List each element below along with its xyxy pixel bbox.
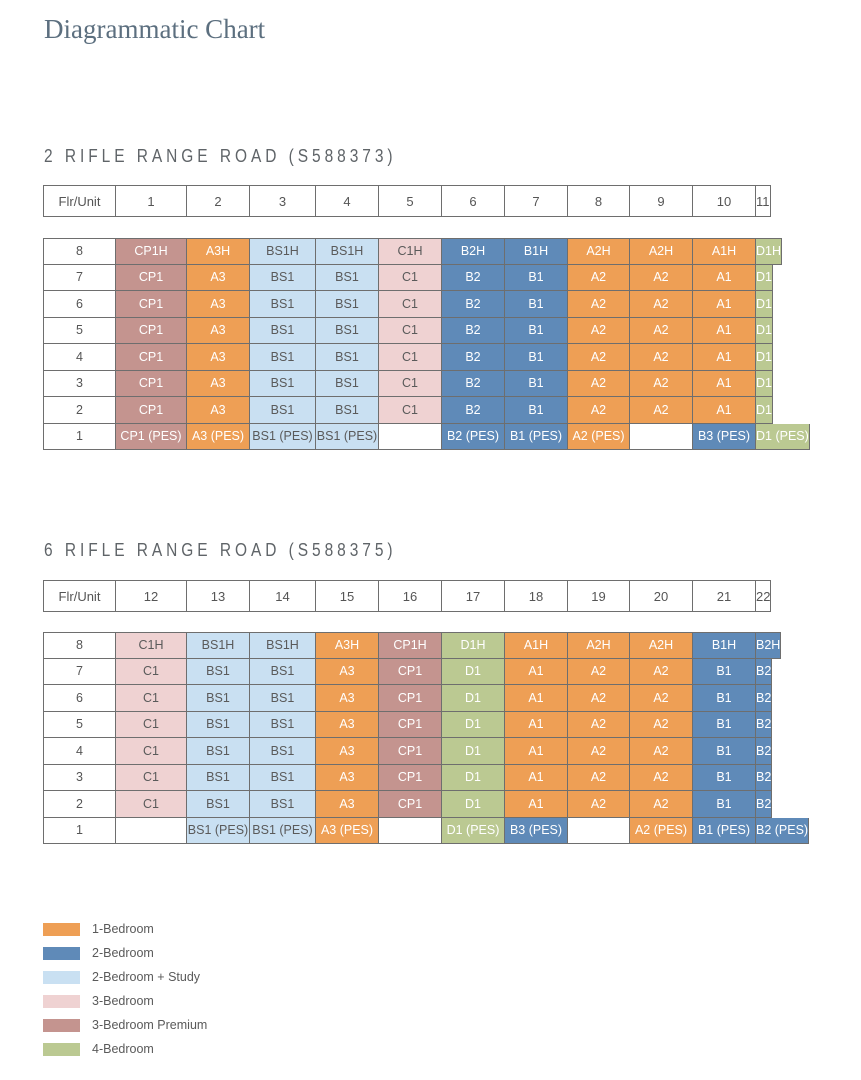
unit-type-cell: B3 (PES) [505,818,568,845]
unit-type-cell: B1 [505,371,568,398]
unit-type-cell: A3 [316,765,379,792]
unit-type-cell: BS1 [250,685,316,712]
unit-type-cell: A2 [630,659,693,686]
unit-type-cell: B1 [505,318,568,345]
floor-number-cell: 6 [43,685,116,712]
unit-type-cell: BS1 [250,659,316,686]
unit-type-cell: D1 [442,712,505,739]
legend-label: 4-Bedroom [92,1042,154,1056]
unit-type-cell: B2 [756,738,772,765]
unit-type-cell: A3 (PES) [316,818,379,845]
unit-type-cell: BS1 [250,265,316,292]
unit-number-cell: 7 [505,185,568,217]
unit-type-cell: B2 [442,371,505,398]
unit-type-cell: B2 [756,765,772,792]
floor-row [43,818,809,845]
unit-type-cell: A2 [568,659,630,686]
unit-type-cell: B1 [505,397,568,424]
unit-type-cell: C1 [379,371,442,398]
unit-type-cell: A1 [693,397,756,424]
unit-type-cell: A2 [630,265,693,292]
floor-row [43,685,809,712]
unit-type-cell: BS1 [187,659,250,686]
unit-type-cell: A1 [693,291,756,318]
unit-type-cell: BS1 [250,738,316,765]
unit-type-cell: BS1 [250,791,316,818]
empty-unit-cell [568,818,630,845]
legend-label: 2-Bedroom + Study [92,970,201,984]
unit-type-cell: A2 [630,765,693,792]
unit-type-cell: BS1 (PES) [187,818,250,845]
unit-type-cell: BS1 [316,371,379,398]
floor-number-cell: 2 [43,791,116,818]
floor-row [43,424,810,451]
floor-unit-table [43,238,810,450]
floor-row [43,659,809,686]
unit-type-cell: A1 [505,712,568,739]
unit-type-cell: BS1 [250,344,316,371]
unit-type-cell: A2 [568,712,630,739]
unit-type-cell: C1 [379,397,442,424]
unit-type-cell: C1H [116,632,187,659]
unit-type-cell: A1H [693,238,756,265]
floor-row [43,765,809,792]
unit-type-cell: CP1 [116,265,187,292]
unit-type-cell: A1 [505,659,568,686]
unit-number-cell: 11 [756,185,771,217]
unit-type-cell: B2 [442,397,505,424]
floor-row [43,712,809,739]
unit-number-cell: 22 [756,580,771,612]
legend-label: 3-Bedroom [92,994,154,1008]
unit-type-cell: A2 [630,397,693,424]
unit-type-cell: BS1 (PES) [250,424,316,451]
unit-number-cell: 10 [693,185,756,217]
unit-type-cell: BS1 [316,265,379,292]
unit-type-cell: A2H [630,632,693,659]
block-title: 2 RIFLE RANGE ROAD (S588373) [44,146,397,166]
unit-type-cell: C1 [116,685,187,712]
legend-item [43,989,207,1013]
unit-type-cell: B2 [442,291,505,318]
unit-type-cell: BS1 [316,318,379,345]
unit-type-cell: B2H [442,238,505,265]
unit-type-cell: A2 [568,397,630,424]
unit-type-cell: B1 [693,685,756,712]
floor-number-cell: 4 [43,344,116,371]
unit-type-cell: BS1 [187,738,250,765]
unit-type-cell: BS1 [250,765,316,792]
legend-label: 1-Bedroom [92,922,154,936]
unit-number-cell: 19 [568,580,630,612]
unit-type-cell: A1 [505,738,568,765]
unit-type-cell: B2 [756,712,772,739]
unit-type-cell: BS1H [250,238,316,265]
unit-type-cell: B1H [693,632,756,659]
unit-type-cell: A2 [568,318,630,345]
unit-type-cell: CP1 [116,397,187,424]
unit-type-cell: B2 [756,659,772,686]
unit-type-cell: A3 [187,291,250,318]
unit-type-cell: C1 [116,659,187,686]
unit-type-cell: BS1 [316,291,379,318]
unit-type-cell: CP1 [116,318,187,345]
unit-type-cell: B1 [693,712,756,739]
unit-type-cell: A2 [630,344,693,371]
unit-type-cell: BS1 [250,712,316,739]
unit-type-cell: A3 [316,659,379,686]
empty-unit-cell [379,818,442,845]
block-title: 6 RIFLE RANGE ROAD (S588375) [44,540,397,560]
unit-number-cell: 1 [116,185,187,217]
unit-type-cell: D1 (PES) [442,818,505,845]
unit-type-cell: D1 (PES) [756,424,810,451]
unit-type-cell: D1 [756,371,773,398]
unit-type-cell: BS1 [250,291,316,318]
unit-type-cell: C1 [379,291,442,318]
unit-type-cell: CP1 [379,659,442,686]
unit-type-cell: B1 [693,738,756,765]
unit-number-cell: 17 [442,580,505,612]
floor-row [43,344,810,371]
unit-type-cell: A3 [316,738,379,765]
unit-type-cell: A3 [187,371,250,398]
header-row [43,185,771,217]
unit-type-cell: B1 (PES) [505,424,568,451]
unit-type-cell: D1 [442,765,505,792]
floor-row [43,318,810,345]
unit-type-cell: CP1H [116,238,187,265]
unit-type-cell: A2 [568,265,630,292]
unit-type-cell: D1 [756,344,773,371]
unit-type-cell: B2 (PES) [756,818,809,845]
unit-type-cell: B2 (PES) [442,424,505,451]
unit-type-cell: BS1 (PES) [250,818,316,845]
unit-header-table [43,185,771,217]
floor-number-cell: 5 [43,318,116,345]
unit-type-cell: A2 [630,791,693,818]
legend-label: 2-Bedroom [92,946,154,960]
unit-type-cell: BS1 [187,765,250,792]
unit-type-cell: A2 [630,685,693,712]
unit-type-cell: A2 (PES) [568,424,630,451]
unit-type-cell: CP1 [116,344,187,371]
unit-type-cell: A3H [316,632,379,659]
unit-type-cell: BS1 [316,397,379,424]
empty-unit-cell [630,424,693,451]
unit-type-cell: CP1 [116,291,187,318]
floor-number-cell: 7 [43,659,116,686]
unit-type-cell: A2 [568,371,630,398]
unit-type-cell: C1 [379,344,442,371]
floor-number-cell: 2 [43,397,116,424]
unit-type-cell: A3 [187,344,250,371]
floor-number-cell: 3 [43,371,116,398]
unit-type-cell: B1 [693,765,756,792]
unit-type-cell: B1H [505,238,568,265]
floor-number-cell: 6 [43,291,116,318]
unit-type-cell: A2H [630,238,693,265]
floor-row [43,291,810,318]
floor-number-cell: 8 [43,632,116,659]
unit-number-cell: 12 [116,580,187,612]
unit-type-cell: B2H [756,632,781,659]
floor-row [43,738,809,765]
unit-number-cell: 9 [630,185,693,217]
unit-type-cell: B1 [505,291,568,318]
unit-type-cell: BS1 [187,712,250,739]
unit-type-cell: A3 [187,397,250,424]
unit-type-cell: A3 [316,791,379,818]
unit-type-cell: A3 (PES) [187,424,250,451]
legend-swatch [43,1043,80,1056]
unit-number-cell: 3 [250,185,316,217]
legend-item [43,917,207,941]
unit-type-cell: BS1H [187,632,250,659]
legend-swatch [43,971,80,984]
unit-number-cell: 6 [442,185,505,217]
unit-type-cell: D1 [442,685,505,712]
unit-type-cell: B2 [442,344,505,371]
unit-type-cell: D1 [442,738,505,765]
floor-row [43,238,810,265]
page-title: Diagrammatic Chart [44,14,266,44]
unit-type-cell: C1 [379,318,442,345]
floor-number-cell: 7 [43,265,116,292]
floor-unit-table [43,632,809,844]
unit-type-cell: A2 [630,291,693,318]
unit-number-cell: 8 [568,185,630,217]
unit-type-cell: B3 (PES) [693,424,756,451]
floor-number-cell: 8 [43,238,116,265]
unit-type-cell: A1 [693,318,756,345]
unit-type-cell: B1 (PES) [693,818,756,845]
unit-type-cell: A1 [693,344,756,371]
unit-type-cell: D1 [756,397,773,424]
header-row [43,580,771,612]
unit-type-cell: CP1H [379,632,442,659]
unit-type-cell: A2 [568,738,630,765]
unit-type-cell: BS1 [250,371,316,398]
unit-type-cell: B1 [693,791,756,818]
unit-type-cell: A2 [630,712,693,739]
unit-type-cell: A3 [187,265,250,292]
unit-type-cell: D1 [756,291,773,318]
unit-number-cell: 20 [630,580,693,612]
unit-type-cell: CP1 [116,371,187,398]
empty-unit-cell [379,424,442,451]
unit-number-cell: 21 [693,580,756,612]
floor-row [43,632,809,659]
unit-type-cell: A1 [693,265,756,292]
unit-number-cell: 18 [505,580,568,612]
unit-type-cell: A1 [505,685,568,712]
floor-row [43,791,809,818]
legend-label: 3-Bedroom Premium [92,1018,208,1032]
floor-number-cell: 1 [43,818,116,845]
unit-type-cell: A3H [187,238,250,265]
unit-type-cell: BS1H [250,632,316,659]
unit-type-cell: C1H [379,238,442,265]
floor-number-cell: 4 [43,738,116,765]
unit-type-cell: D1 [756,318,773,345]
unit-type-cell: A2 [630,738,693,765]
unit-type-cell: B1 [505,344,568,371]
unit-type-cell: BS1 (PES) [316,424,379,451]
unit-type-cell: D1 [442,659,505,686]
unit-type-cell: D1 [756,265,773,292]
unit-type-cell: CP1 [379,765,442,792]
unit-type-cell: A1H [505,632,568,659]
unit-type-cell: C1 [116,765,187,792]
unit-type-cell: B1 [505,265,568,292]
legend-swatch [43,923,80,936]
unit-type-cell: A3 [316,685,379,712]
unit-type-cell: CP1 [379,791,442,818]
unit-type-cell: A1 [693,371,756,398]
unit-type-cell: B2 [756,685,772,712]
unit-type-cell: BS1 [187,685,250,712]
unit-type-cell: C1 [116,791,187,818]
unit-number-cell: 4 [316,185,379,217]
unit-number-cell: 15 [316,580,379,612]
unit-type-cell: B1 [693,659,756,686]
unit-type-cell: BS1 [187,791,250,818]
unit-type-cell: BS1 [250,318,316,345]
unit-type-cell: A2 [568,685,630,712]
legend-item [43,941,207,965]
unit-type-cell: A2 (PES) [630,818,693,845]
unit-type-cell: CP1 [379,712,442,739]
unit-type-cell: A2 [630,318,693,345]
unit-type-cell: A2H [568,632,630,659]
unit-type-cell: B2 [756,791,772,818]
unit-number-cell: 2 [187,185,250,217]
legend-item [43,1013,207,1037]
floor-row [43,265,810,292]
legend-item [43,965,207,989]
floor-number-cell: 1 [43,424,116,451]
unit-type-cell: A2 [568,344,630,371]
unit-type-cell: A2 [630,371,693,398]
unit-type-cell: BS1H [316,238,379,265]
unit-number-cell: 13 [187,580,250,612]
unit-type-cell: C1 [116,738,187,765]
empty-unit-cell [116,818,187,845]
unit-number-cell: 16 [379,580,442,612]
legend-swatch [43,995,80,1008]
legend-item [43,1037,207,1061]
unit-type-cell: BS1 [250,397,316,424]
unit-type-cell: A3 [187,318,250,345]
unit-number-cell: 5 [379,185,442,217]
unit-type-cell: D1 [442,791,505,818]
floor-row [43,371,810,398]
unit-type-cell: A2 [568,765,630,792]
unit-type-cell: D1H [756,238,782,265]
floor-number-cell: 3 [43,765,116,792]
unit-type-cell: C1 [116,712,187,739]
unit-number-cell: 14 [250,580,316,612]
unit-type-cell: A2H [568,238,630,265]
unit-type-cell: A3 [316,712,379,739]
unit-type-cell: B2 [442,318,505,345]
unit-header-table [43,580,771,612]
legend-swatch [43,947,80,960]
legend-swatch [43,1019,80,1032]
unit-type-cell: A1 [505,791,568,818]
unit-type-cell: A2 [568,791,630,818]
unit-type-cell: CP1 [379,738,442,765]
unit-type-cell: B2 [442,265,505,292]
unit-type-cell: CP1 [379,685,442,712]
unit-type-cell: BS1 [316,344,379,371]
unit-type-cell: A1 [505,765,568,792]
floor-row [43,397,810,424]
unit-type-cell: D1H [442,632,505,659]
floor-number-cell: 5 [43,712,116,739]
unit-type-cell: C1 [379,265,442,292]
header-label-cell: Flr/Unit [43,185,116,217]
unit-type-legend [43,917,207,1061]
unit-type-cell: A2 [568,291,630,318]
header-label-cell: Flr/Unit [43,580,116,612]
unit-type-cell: CP1 (PES) [116,424,187,451]
